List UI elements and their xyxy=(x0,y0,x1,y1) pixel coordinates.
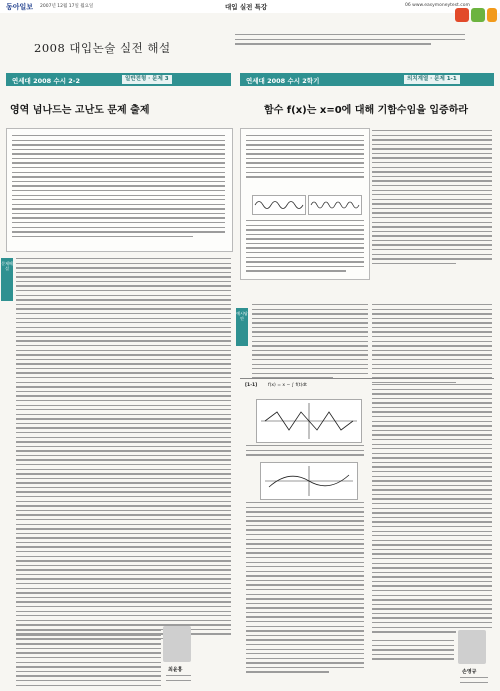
page-number: 06 www.easymoneytest.com xyxy=(405,3,470,8)
left-author-name: 최윤홍 xyxy=(168,667,183,673)
footer-note xyxy=(372,640,454,663)
right-solution-col1-top xyxy=(246,445,364,459)
waveform-figure-1 xyxy=(252,195,306,215)
right-side-chip: 예시답안 xyxy=(236,308,248,346)
right-headline: 함수 f(x)는 x=0에 대해 기함수임을 입증하라 xyxy=(264,105,469,116)
left-problem-text xyxy=(12,135,225,240)
right-problem-continued xyxy=(372,130,492,267)
brand-badge-icon xyxy=(487,8,497,22)
section-title: 대입 실전 특강 xyxy=(225,3,268,11)
brand-badge-icon xyxy=(471,8,485,22)
left-band-label: 연세대 2008 수시 2-2 xyxy=(12,77,81,85)
right-solution-col2 xyxy=(372,384,492,636)
author-portrait xyxy=(458,630,486,664)
newspaper-logo: 동아일보 xyxy=(6,2,34,11)
section-divider xyxy=(240,378,494,379)
problem-label: [1-1] xyxy=(245,383,258,388)
author-portrait xyxy=(163,626,191,662)
right-problem-text-2 xyxy=(246,220,364,275)
right-problem-text xyxy=(246,135,364,181)
right-solution-col1 xyxy=(246,502,364,676)
left-author-caption xyxy=(166,675,191,684)
function-graph xyxy=(256,399,362,443)
left-headline: 영역 넘나드는 고난도 문제 출제 xyxy=(10,105,150,116)
right-answer-text xyxy=(372,304,492,386)
page-title: 2008 대입논술 실전 해설 xyxy=(34,41,171,55)
left-column-band xyxy=(6,73,231,86)
right-author-name: 손영규 xyxy=(462,669,477,675)
brand-badge-icon xyxy=(455,8,469,22)
function-graph-2 xyxy=(260,462,358,500)
left-body-tail xyxy=(16,625,161,689)
waveform-figure-2 xyxy=(308,195,362,215)
left-side-chip: 문제해설 xyxy=(1,258,13,301)
issue-date: 2007년 12월 17일 월요일 xyxy=(40,4,94,9)
right-band-label: 연세대 2008 수시 2학기 xyxy=(246,77,320,85)
intro-paragraph xyxy=(235,34,465,48)
problem-equation: f(x) = x − ∫ f(t)dt xyxy=(268,383,307,388)
right-band-tag: 의치계열 · 문제 1-1 xyxy=(404,75,460,84)
left-band-tag: 일반전형 · 문제 3 xyxy=(122,75,172,84)
right-commentary-text xyxy=(252,304,368,382)
right-author-caption xyxy=(460,677,488,686)
left-body-text xyxy=(16,258,231,643)
right-column-band xyxy=(240,73,494,86)
